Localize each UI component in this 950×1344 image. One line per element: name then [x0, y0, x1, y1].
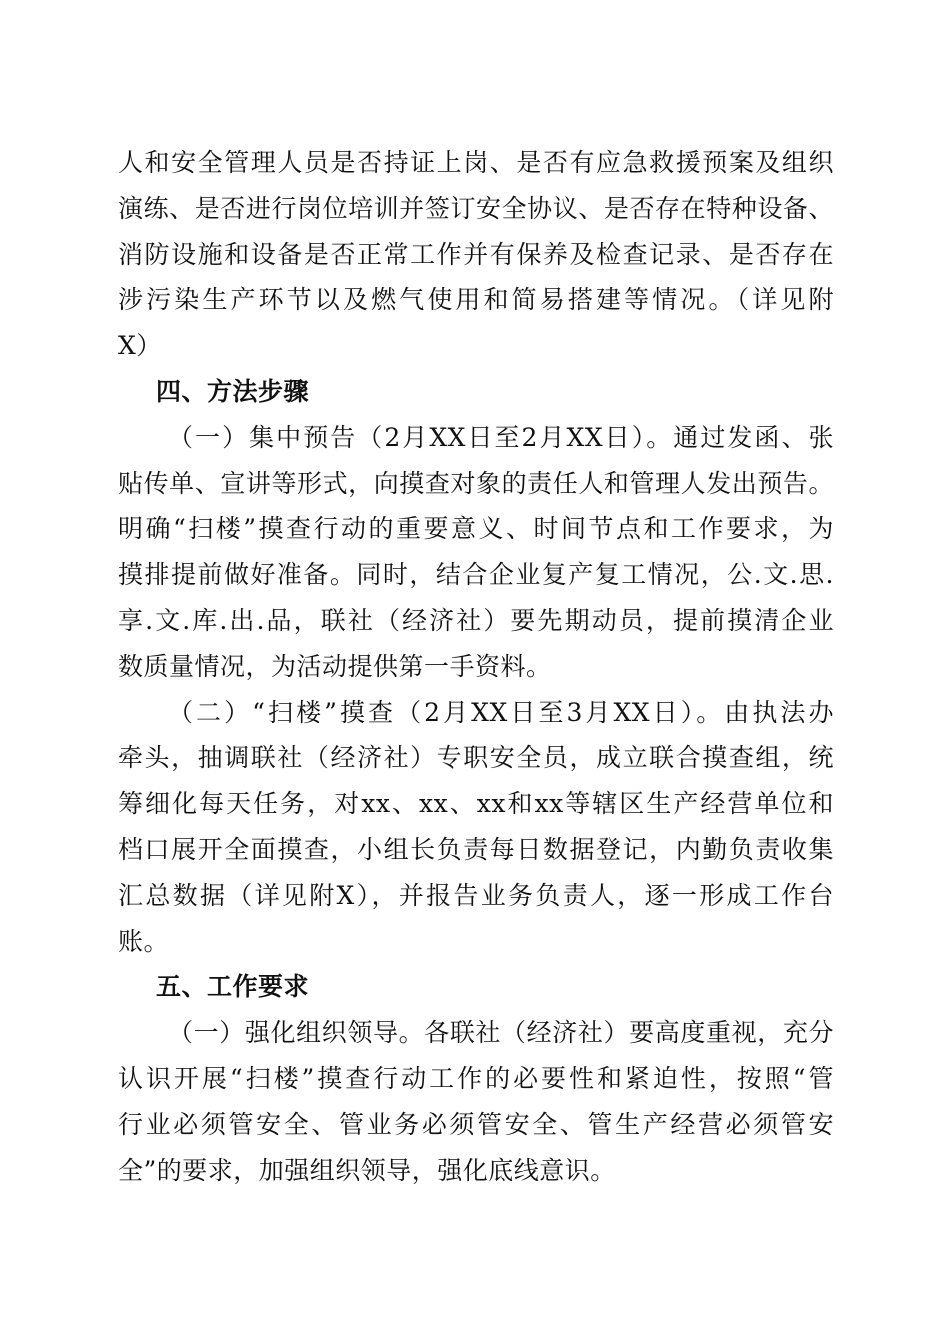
paragraph-leadership — [118, 1010, 834, 1193]
section-heading: 四、方法步骤 — [156, 376, 310, 406]
text-line: 汇总数据（详见附X），并报告业务负责人，逐一形成工作台 — [118, 880, 834, 910]
text-line: 档口展开全面摸查，小组长负责每日数据登记，内勤负责收集 — [118, 834, 834, 864]
text-line: 数质量情况，为活动提供第一手资料。 — [118, 651, 552, 681]
text-line: 享.文.库.出.品，联社（经济社）要先期动员，提前摸清企业 — [118, 605, 834, 635]
text-line: 演练、是否进行岗位培训并签订安全协议、是否存在特种设备、 — [118, 193, 834, 223]
text-line: 贴传单、宣讲等形式，向摸查对象的责任人和管理人发出预告。 — [118, 468, 834, 498]
text-line: （一）强化组织领导。各联社（经济社）要高度重视，充分 — [168, 1018, 834, 1048]
text-line: 牵头，抽调联社（经济社）专职安全员，成立联合摸查组，统 — [118, 743, 834, 773]
text-line: X） — [118, 331, 162, 361]
text-line: 账。 — [118, 926, 170, 956]
text-line: （二）“扫楼”摸查（2月XX日至3月XX日）。由执法办 — [168, 697, 834, 727]
text-line: 涉污染生产环节以及燃气使用和简易搭建等情况。（详见附 — [118, 285, 834, 315]
section-heading-methods — [118, 369, 834, 415]
text-line: （一）集中预告（2月XX日至2月XX日）。通过发函、张 — [168, 422, 834, 452]
document-body — [118, 140, 834, 1193]
paragraph-advance-notice — [118, 415, 834, 690]
text-line: 认识开展“扫楼”摸查行动工作的必要性和紧迫性，按照“管 — [118, 1063, 834, 1093]
paragraph-building-sweep — [118, 690, 834, 965]
text-line: 全”的要求，加强组织领导，强化底线意识。 — [118, 1155, 616, 1185]
paragraph-inspection-items — [118, 140, 834, 369]
section-heading: 五、工作要求 — [156, 972, 310, 1002]
text-line: 明确“扫楼”摸查行动的重要意义、时间节点和工作要求，为 — [118, 514, 834, 544]
text-line: 人和安全管理人员是否持证上岗、是否有应急救援预案及组织 — [118, 148, 834, 177]
text-line: 筹细化每天任务，对xx、xx、xx和xx等辖区生产经营单位和 — [118, 789, 834, 819]
section-heading-requirements — [118, 964, 834, 1010]
text-line: 消防设施和设备是否正常工作并有保养及检查记录、是否存在 — [118, 239, 834, 269]
text-line: 摸排提前做好准备。同时，结合企业复产复工情况，公.文.思. — [118, 560, 834, 590]
text-line: 行业必须管安全、管业务必须管安全、管生产经营必须管安 — [118, 1109, 834, 1139]
